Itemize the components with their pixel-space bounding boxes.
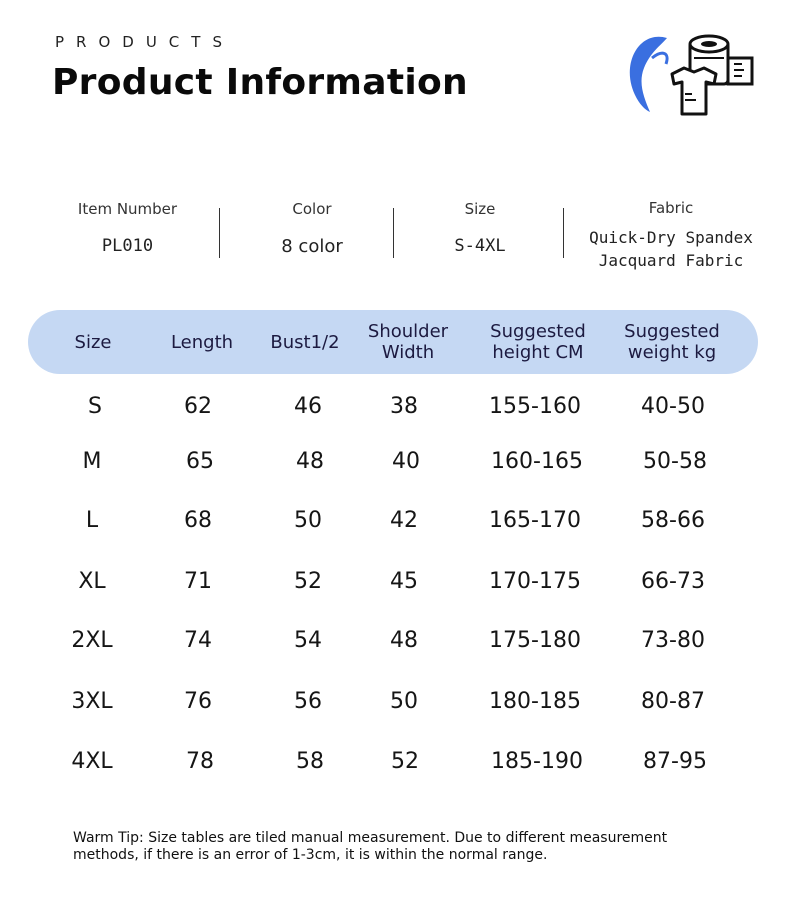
info-label: Size (464, 200, 496, 218)
column-header-line: Size (74, 331, 112, 353)
cell-bust: 48 (296, 448, 324, 474)
cell-length: 76 (184, 688, 212, 714)
cell-height: 155-160 (489, 393, 581, 419)
column-header-shoulder-width (358, 310, 458, 374)
cell-weight: 66-73 (641, 568, 705, 594)
info-item-number (55, 200, 200, 256)
page-title: Product Information (52, 62, 468, 103)
cell-shoulder: 40 (392, 448, 420, 474)
info-value: Quick-Dry Spandex (589, 228, 753, 247)
cell-bust: 58 (296, 748, 324, 774)
info-divider (393, 208, 394, 258)
cell-size: 4XL (71, 748, 113, 774)
cell-height: 185-190 (491, 748, 583, 774)
table-row (0, 681, 790, 721)
column-header-line: height CM (492, 342, 584, 363)
cell-size: 3XL (71, 688, 113, 714)
column-header-suggested-weight (612, 310, 732, 374)
column-header-bust (262, 310, 348, 374)
column-header-size (58, 310, 128, 374)
cell-weight: 50-58 (643, 448, 707, 474)
products-kicker: PRODUCTS (55, 33, 234, 51)
table-row (0, 441, 790, 481)
cell-size: L (85, 507, 99, 533)
cell-bust: 52 (294, 568, 322, 594)
warm-tip-line: Warm Tip: Size tables are tiled manual measurement. Due to different measurement (73, 830, 668, 846)
cell-weight: 58-66 (641, 507, 705, 533)
column-header-suggested-height (478, 310, 598, 374)
table-row (0, 620, 790, 660)
info-label: Item Number (77, 200, 178, 218)
info-color (232, 200, 392, 257)
cell-shoulder: 38 (390, 393, 418, 419)
cell-weight: 80-87 (641, 688, 705, 714)
info-divider (563, 208, 564, 258)
cell-shoulder: 42 (390, 507, 418, 533)
cell-weight: 87-95 (643, 748, 707, 774)
cell-length: 68 (184, 507, 212, 533)
column-header-length (158, 310, 246, 374)
column-header-line: weight kg (627, 342, 717, 363)
column-header-line: Suggested (490, 321, 586, 342)
column-header-line: Suggested (624, 321, 720, 342)
cell-height: 165-170 (489, 507, 581, 533)
cell-size: S (88, 393, 102, 419)
column-header-line: Bust1/2 (270, 331, 340, 353)
info-value: PL010 (101, 236, 154, 256)
cell-height: 180-185 (489, 688, 581, 714)
cell-shoulder: 48 (390, 627, 418, 653)
info-label: Fabric (648, 199, 694, 217)
cell-length: 74 (184, 627, 212, 653)
info-value: 8 color (281, 236, 343, 257)
cell-length: 62 (184, 393, 212, 419)
column-header-line: Length (170, 331, 234, 353)
info-value: S-4XL (454, 236, 506, 256)
cell-weight: 40-50 (641, 393, 705, 419)
warm-tip-line: methods, if there is an error of 1-3cm, it is within the normal range. (73, 847, 548, 863)
info-fabric (566, 199, 776, 271)
cell-shoulder: 45 (390, 568, 418, 594)
column-header-line: Width (381, 342, 435, 363)
cell-length: 65 (186, 448, 214, 474)
table-row (0, 500, 790, 540)
cell-height: 160-165 (491, 448, 583, 474)
cell-size: 2XL (71, 627, 113, 653)
info-size (405, 200, 555, 256)
cell-bust: 50 (294, 507, 322, 533)
cell-bust: 46 (294, 393, 322, 419)
cell-length: 78 (186, 748, 214, 774)
cell-bust: 56 (294, 688, 322, 714)
table-row (0, 386, 790, 426)
cell-shoulder: 50 (390, 688, 418, 714)
table-row (0, 561, 790, 601)
tshirt-measuring-tape-icon (622, 28, 757, 120)
info-divider (219, 208, 220, 258)
info-value: Jacquard Fabric (598, 251, 744, 270)
cell-size: XL (78, 568, 106, 594)
cell-weight: 73-80 (641, 627, 705, 653)
info-label: Color (292, 200, 332, 218)
cell-shoulder: 52 (391, 748, 419, 774)
cell-height: 170-175 (489, 568, 581, 594)
cell-size: M (82, 448, 102, 474)
column-header-line: Shoulder (367, 321, 449, 342)
cell-length: 71 (184, 568, 212, 594)
table-row (0, 741, 790, 781)
warm-tip (73, 830, 713, 864)
cell-bust: 54 (294, 627, 322, 653)
cell-height: 175-180 (489, 627, 581, 653)
